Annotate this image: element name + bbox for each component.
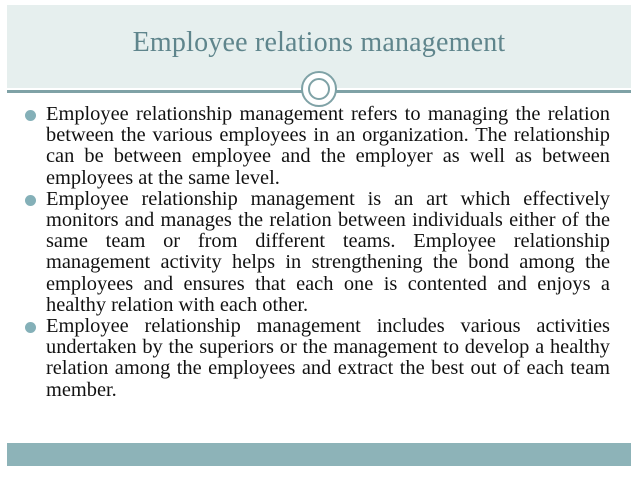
bullet-list	[22, 104, 610, 401]
bullet-item	[22, 104, 610, 189]
bullet-dot-icon	[25, 195, 36, 206]
bullet-dot-icon	[25, 322, 36, 333]
circle-ornament-icon	[301, 71, 337, 107]
inner-circle-ornament	[308, 78, 330, 100]
bullet-text: Employee relationship management is an art which effectively monitors and manages the relation between individuals either of the same team or from different teams. Employee relationship management activity helps in strengthening the bond among the employees and ensures that each one is contented and enjoys a healthy relation with each other.	[46, 187, 610, 316]
bullet-text: Employee relationship management refers to managing the relation between the various employees in an organization. The relationship can be between employee and the employer as well as between employees at the same level.	[46, 103, 610, 189]
bullet-dot-icon	[25, 110, 36, 121]
bullet-item	[22, 316, 610, 401]
bullet-item	[22, 189, 610, 316]
bullet-text: Employee relationship management includes various activities undertaken by the superiors or the management to develop a healthy relation among the employees and extract the best out of each team member.	[46, 315, 610, 401]
slide-title: Employee relations management	[132, 27, 506, 58]
footer-band	[7, 443, 631, 466]
